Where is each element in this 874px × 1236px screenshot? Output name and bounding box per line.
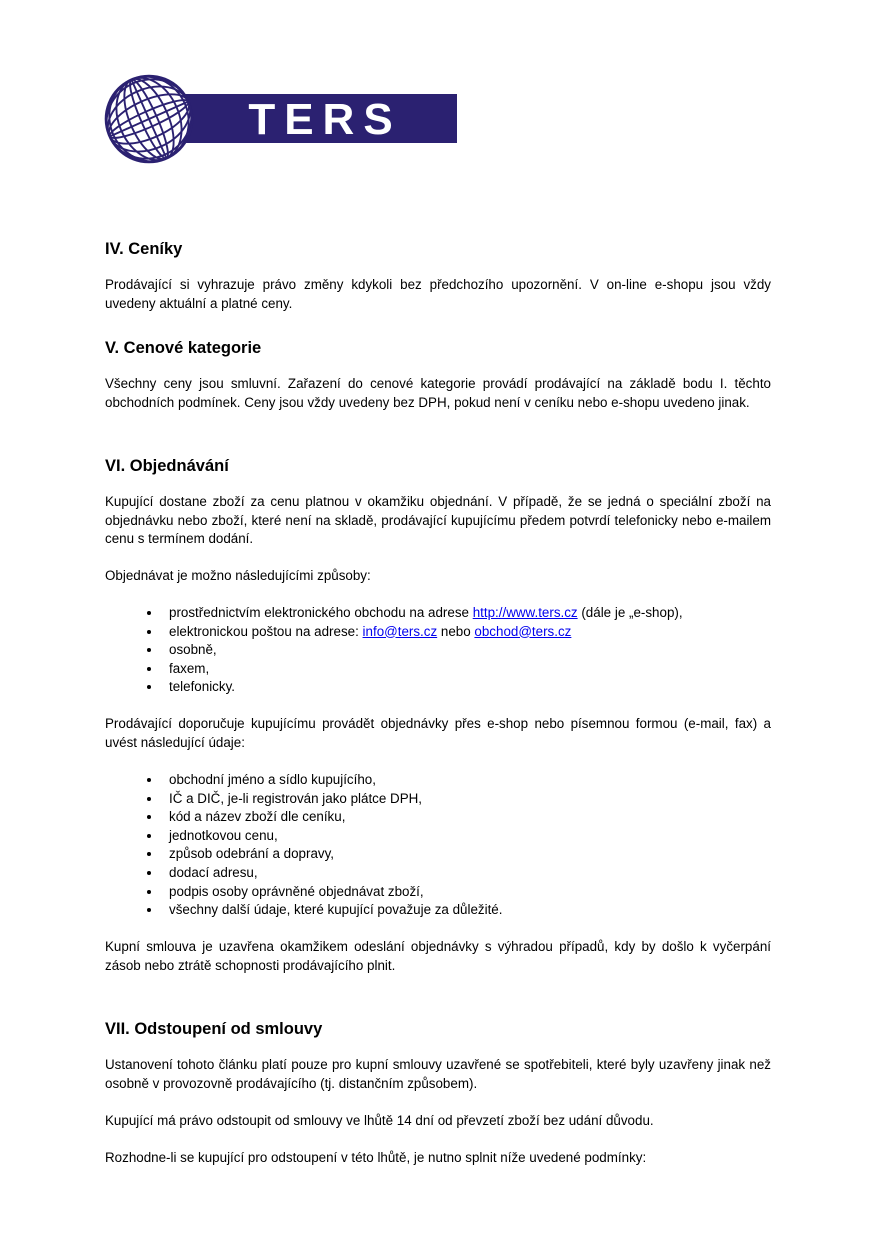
list-item — [162, 827, 771, 846]
list-item — [162, 901, 771, 920]
link[interactable]: info@ters.cz — [362, 623, 438, 639]
section-heading: VII. Odstoupení od smlouvy — [105, 1020, 323, 1039]
list-item — [162, 678, 771, 697]
section-heading: IV. Ceníky — [105, 240, 183, 258]
list-item — [162, 790, 771, 809]
list-item — [162, 660, 771, 679]
bullet-list — [105, 771, 771, 920]
list-item — [162, 808, 771, 827]
list-item-text: telefonicky. — [169, 679, 235, 695]
list-item-text: nebo — [437, 623, 475, 639]
paragraph: Prodávající doporučuje kupujícímu provádět objednávky přes e-shop nebo písemnou formou (e-mail, fax) a uvést následující údaje: — [105, 716, 771, 750]
paragraph: Prodávající si vyhrazuje právo změny kdykoli bez předchozího upozornění. V on-line e-shopu jsou vždy uvedeny aktuální a platné ceny. — [105, 277, 771, 311]
paragraph: Ustanovení tohoto článku platí pouze pro kupní smlouvy uzavřené se spotřebiteli, které byly uzavřeny jinak než osobně v provozovně prodávajícího (tj. distančním způsobem). — [105, 1057, 771, 1091]
list-item-text: způsob odebrání a dopravy, — [169, 846, 335, 862]
ters-logo — [103, 73, 459, 167]
list-item-text: kód a název zboží dle ceníku, — [169, 809, 346, 825]
link[interactable]: http://www.ters.cz — [472, 605, 578, 620]
list-item — [162, 771, 771, 790]
list-item — [162, 623, 771, 642]
list-item-text: IČ a DIČ, je-li registrován jako plátce DPH, — [169, 790, 423, 806]
paragraph: Rozhodne-li se kupující pro odstoupení v této lhůtě, je nutno splnit níže uvedené podmínky: — [105, 1149, 647, 1165]
list-item — [162, 845, 771, 864]
document-body — [105, 239, 771, 1167]
ters-wordmark: TERS — [248, 95, 402, 144]
paragraph: Objednávat je možno následujícími způsoby: — [105, 568, 371, 583]
list-item-text: prostřednictvím elektronického obchodu na adrese — [169, 605, 473, 620]
paragraph: Kupující má právo odstoupit od smlouvy ve lhůtě 14 dní od převzetí zboží bez udání důvodu. — [105, 1112, 654, 1128]
list-item-text: osobně, — [169, 642, 217, 658]
section-heading: V. Cenové kategorie — [105, 339, 262, 357]
list-item-text: elektronickou poštou na adrese: — [169, 623, 363, 639]
link[interactable]: obchod@ters.cz — [474, 623, 572, 639]
ters-logo-graphic — [103, 73, 459, 167]
list-item — [162, 604, 771, 623]
list-item — [162, 641, 771, 660]
list-item-text: všechny další údaje, které kupující považuje za důležité. — [169, 902, 503, 918]
paragraph: Kupující dostane zboží za cenu platnou v okamžiku objednání. V případě, že se jedná o speciální zboží na objednávku nebo zboží, které není na skladě, prodávající kupujícímu předem potvrdí telefonicky nebo e-mailem cenu s termínem dodání. — [105, 494, 771, 546]
globe-icon — [103, 73, 206, 167]
list-item — [162, 864, 771, 883]
section-heading: VI. Objednávání — [105, 457, 229, 475]
paragraph: Všechny ceny jsou smluvní. Zařazení do cenové kategorie provádí prodávající na základě bodu I. těchto obchodních podmínek. Ceny jsou vždy uvedeny bez DPH, pokud není v ceníku nebo e-shopu uvedeno jinak. — [105, 376, 771, 410]
paragraph: Kupní smlouva je uzavřena okamžikem odeslání objednávky s výhradou případů, kdy by došlo k vyčerpání zásob nebo ztrátě schopnosti prodávajícího plnit. — [105, 939, 771, 973]
bullet-list — [105, 604, 771, 697]
list-item-text: obchodní jméno a sídlo kupujícího, — [169, 771, 376, 787]
list-item-text: dodací adresu, — [169, 864, 258, 880]
list-item — [162, 883, 771, 902]
list-item-text: (dále je „e-shop), — [577, 605, 683, 620]
list-item-text: faxem, — [169, 660, 210, 676]
list-item-text: podpis osoby oprávněné objednávat zboží, — [169, 883, 424, 899]
list-item-text: jednotkovou cenu, — [169, 827, 278, 843]
